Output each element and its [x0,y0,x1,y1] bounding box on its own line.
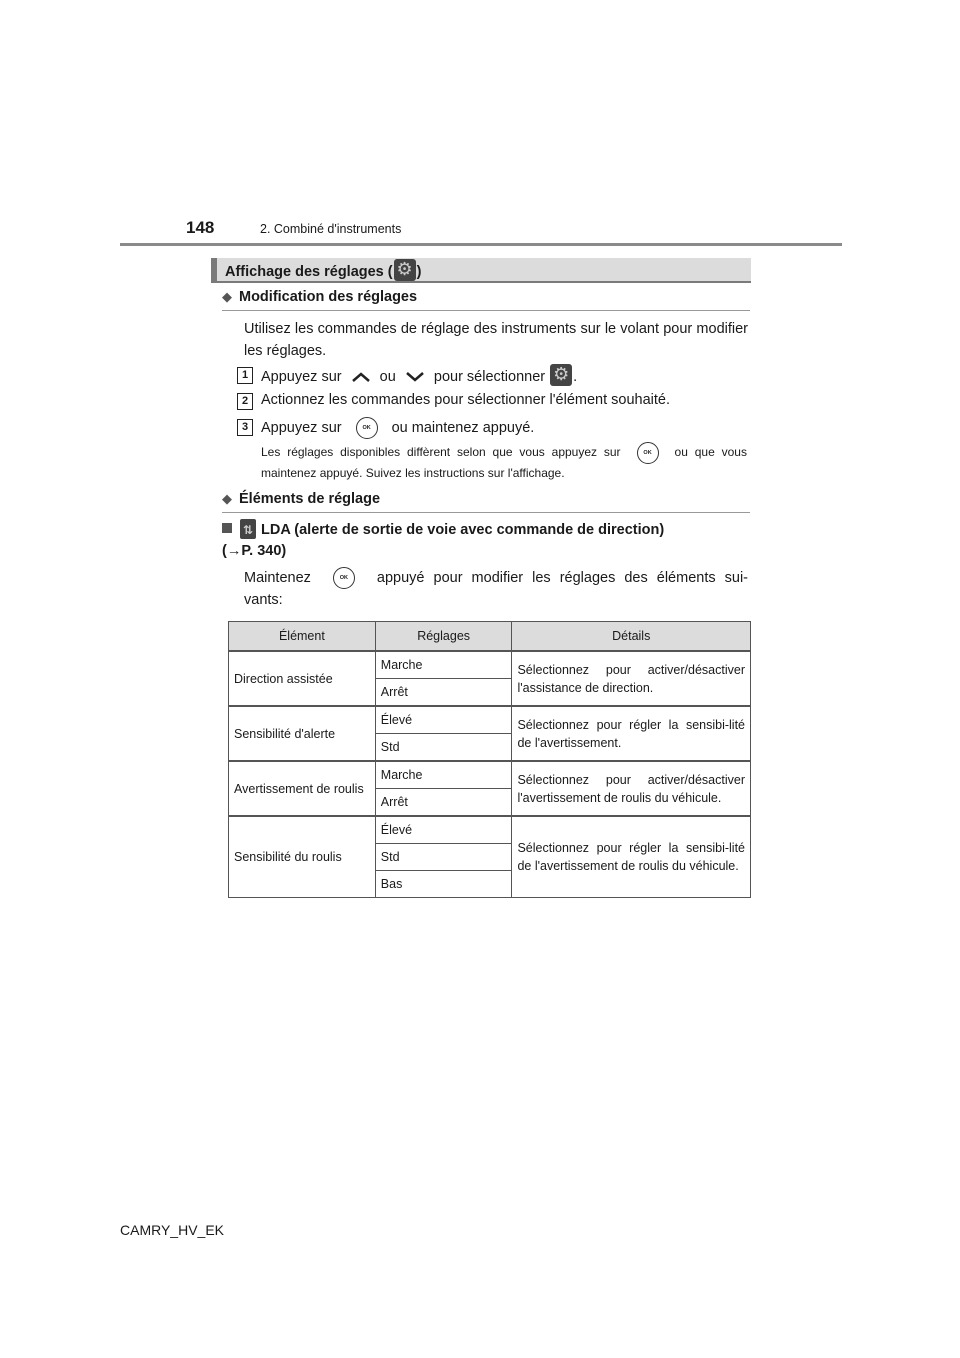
header-rule [120,243,842,246]
lda-paragraph: Maintenez OK appuyé pour modifier les réglages des éléments sui-vants: [244,567,748,611]
square-bullet-icon [222,523,232,533]
section-title: Affichage des réglages (⚙ ) [225,261,421,283]
step-3-text: Appuyez sur OK ou maintenez appuyé. [261,417,534,439]
lane-departure-icon [240,519,256,539]
column-header: Élément [229,622,376,652]
column-header: Réglages [375,622,512,652]
down-arrow-icon [404,370,426,384]
details-cell: Sélectionnez pour régler la sensibi-lité de l'avertissement. [512,706,751,761]
section-bar [211,258,751,283]
details-cell: Sélectionnez pour activer/désactiver l'assistance de direction. [512,651,751,706]
lda-heading: ⇅LDA (alerte de sortie de voie avec commande de direction) (→P. 340) [222,520,664,562]
details-cell: Sélectionnez pour régler la sensibi-lité de l'avertissement de roulis du véhicule. [512,816,751,898]
intro-paragraph: Utilisez les commandes de réglage des instruments sur le volant pour modifier les réglages. [244,321,748,359]
heading-rule [222,310,750,311]
chapter-title: 2. Combiné d'instruments [260,222,402,236]
table-row [229,706,751,734]
up-arrow-icon [350,370,372,384]
table-row [229,651,751,679]
page-number: 148 [186,218,215,237]
elements-heading: ◆ Éléments de réglage [222,491,381,507]
heading-rule [222,512,750,513]
modification-heading: ◆ Modification des réglages [222,289,418,305]
element-cell: Sensibilité d'alerte [229,706,376,761]
note-text: Les réglages disponibles diffèrent selon que vous appuyez sur OK ou que vous maintenez appuyé. Suivez les instructions sur l'affichage. [261,442,747,483]
setting-cell: Marche [375,651,512,679]
table-row [229,761,751,789]
diamond-bullet-icon: ◆ [222,289,232,304]
setting-cell: Std [375,734,512,762]
settings-gear-icon [394,259,416,281]
settings-table [228,621,751,898]
step-1-text: Appuyez sur ou pour sélectionner ⚙ . [261,366,577,388]
element-cell: Direction assistée [229,651,376,706]
table-row [229,816,751,844]
model-code: CAMRY_HV_EK [120,1222,225,1238]
column-header: Détails [512,622,751,652]
setting-cell: Arrêt [375,789,512,817]
ok-button-icon: OK [333,567,355,589]
step-2-text: Actionnez les commandes pour sélectionner l'élément souhaité. [261,392,670,408]
page-reference: (→P. 340) [222,543,287,559]
step-number: 2 [237,393,253,410]
details-cell: Sélectionnez pour activer/désactiver l'avertissement de roulis du véhicule. [512,761,751,816]
element-cell: Avertissement de roulis [229,761,376,816]
step-number: 3 [237,419,253,436]
setting-cell: Arrêt [375,679,512,707]
settings-gear-icon [550,364,572,386]
setting-cell: Marche [375,761,512,789]
element-cell: Sensibilité du roulis [229,816,376,898]
diamond-bullet-icon: ◆ [222,491,232,506]
setting-cell: Bas [375,871,512,898]
ok-button-icon: OK [637,442,659,464]
setting-cell: Élevé [375,706,512,734]
ok-button-icon: OK [356,417,378,439]
setting-cell: Élevé [375,816,512,844]
setting-cell: Std [375,844,512,871]
step-number: 1 [237,367,253,384]
